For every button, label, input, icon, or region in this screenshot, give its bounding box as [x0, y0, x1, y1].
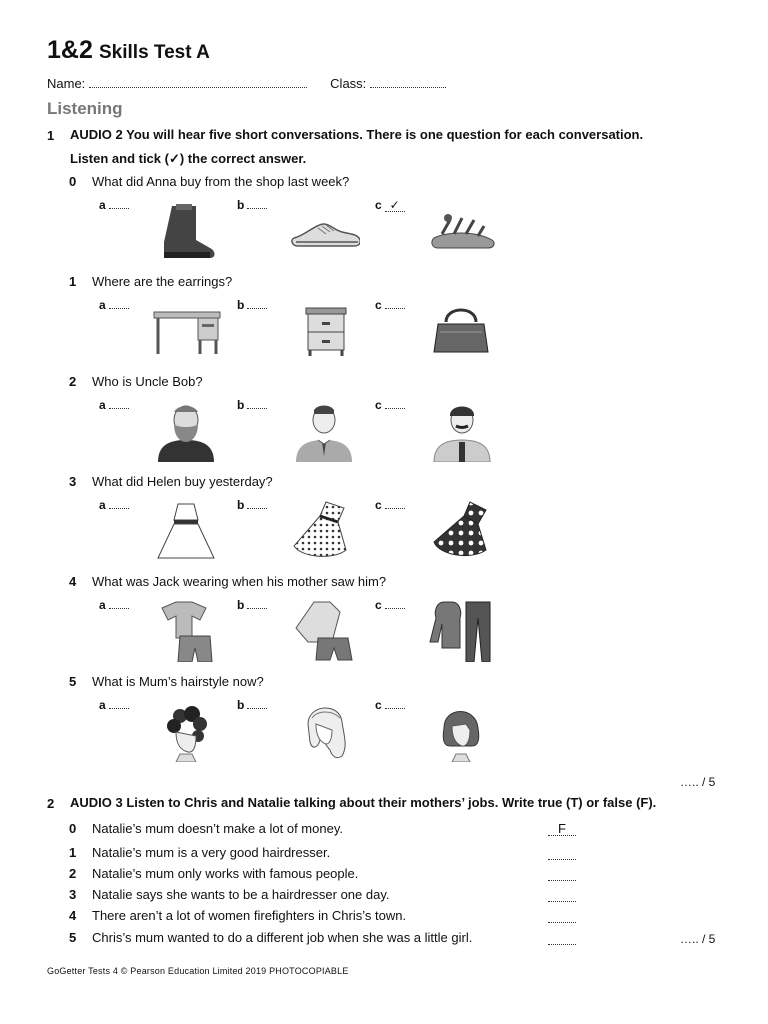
section-heading: Listening	[47, 99, 123, 118]
option-b	[237, 498, 267, 512]
footer-copyright: GoGetter Tests 4 © Pearson Education Limited 2019 PHOTOCOPIABLE	[47, 966, 349, 976]
exercise-2-instructions: AUDIO 3 Listen to Chris and Natalie talking about their mothers’ jobs. Write true (T) or false (F).	[70, 795, 657, 810]
option-letter: c	[375, 598, 382, 612]
answer-blank[interactable]	[385, 398, 405, 409]
sandal-image	[426, 198, 498, 262]
true-false-answer[interactable]	[548, 889, 576, 902]
question-text: What did Anna buy from the shop last week?	[92, 174, 350, 189]
option-letter: a	[99, 198, 106, 212]
option-letter: b	[237, 598, 245, 612]
answer-blank[interactable]	[109, 498, 129, 509]
question-text: Where are the earrings?	[92, 274, 233, 289]
option-letter: c	[375, 298, 382, 312]
page-title	[47, 36, 210, 65]
exercise-1-number: 1	[47, 128, 55, 143]
statement-text: Chris’s mum wanted to do a different job when she was a little girl.	[92, 930, 473, 945]
boot-image	[150, 198, 222, 262]
option-c	[375, 698, 405, 712]
option-letter: a	[99, 698, 106, 712]
answer-blank[interactable]	[247, 398, 267, 409]
man-with-tie-image	[288, 398, 360, 462]
instruction-line-2: Listen and tick (✓) the correct answer.	[70, 151, 307, 166]
question-text: Who is Uncle Bob?	[92, 374, 203, 389]
title-number: 1&2	[47, 36, 93, 64]
title-text: Skills Test A	[99, 42, 210, 63]
option-letter: b	[237, 298, 245, 312]
name-label: Name:	[47, 76, 86, 91]
bearded-man-image	[150, 398, 222, 462]
option-a	[99, 198, 129, 212]
option-letter: c	[375, 398, 382, 412]
option-letter: a	[99, 398, 106, 412]
answer-blank[interactable]	[247, 198, 267, 209]
answer-blank[interactable]	[109, 398, 129, 409]
bob-hair-image	[426, 698, 498, 762]
option-b	[237, 398, 267, 412]
option-a	[99, 298, 129, 312]
true-false-answer[interactable]	[548, 932, 576, 945]
option-letter: c	[375, 498, 382, 512]
desk-image	[150, 298, 222, 362]
question-text: What was Jack wearing when his mother saw him?	[92, 574, 387, 589]
option-c	[375, 198, 405, 212]
option-letter: b	[237, 398, 245, 412]
white-dress-image	[150, 498, 222, 562]
exercise-2-number: 2	[47, 796, 55, 811]
question-number: 0	[69, 174, 77, 189]
option-a	[99, 598, 129, 612]
question-number: 1	[69, 274, 77, 289]
item-number: 2	[69, 866, 77, 881]
option-c	[375, 498, 405, 512]
true-false-answer[interactable]	[548, 868, 576, 881]
option-letter: a	[99, 598, 106, 612]
hoodie-jeans-image	[426, 598, 498, 662]
item-number: 4	[69, 908, 77, 923]
option-c	[375, 598, 405, 612]
exercise-1-instructions	[70, 123, 643, 171]
answer-blank[interactable]	[109, 698, 129, 709]
option-letter: c	[375, 198, 382, 212]
option-letter: b	[237, 198, 245, 212]
answer-blank[interactable]	[247, 598, 267, 609]
option-letter: a	[99, 298, 106, 312]
question-number: 5	[69, 674, 77, 689]
option-c	[375, 398, 405, 412]
statement-text: Natalie says she wants to be a hairdresser one day.	[92, 887, 390, 902]
answer-blank[interactable]: ✓	[385, 201, 405, 212]
statement-text: There aren’t a lot of women firefighters in Chris’s town.	[92, 908, 407, 923]
option-b	[237, 298, 267, 312]
true-false-answer[interactable]: F	[548, 823, 576, 836]
option-letter: a	[99, 498, 106, 512]
curly-hair-image	[150, 698, 222, 762]
statement-text: Natalie’s mum only works with famous people.	[92, 866, 359, 881]
answer-blank[interactable]	[109, 298, 129, 309]
question-number: 3	[69, 474, 77, 489]
answer-blank[interactable]	[247, 498, 267, 509]
dotted-dress-image	[288, 498, 360, 562]
question-number: 2	[69, 374, 77, 389]
answer-blank[interactable]	[247, 298, 267, 309]
class-field[interactable]	[370, 76, 446, 88]
exercise-2-score: ….. / 5	[680, 932, 716, 946]
item-number: 5	[69, 930, 77, 945]
statement-text: Natalie’s mum doesn’t make a lot of money.	[92, 821, 343, 836]
option-a	[99, 698, 129, 712]
answer-blank[interactable]	[247, 698, 267, 709]
option-b	[237, 198, 267, 212]
item-number: 0	[69, 821, 77, 836]
option-c	[375, 298, 405, 312]
answer-blank[interactable]	[385, 498, 405, 509]
question-text: What did Helen buy yesterday?	[92, 474, 273, 489]
dark-dotted-dress-image	[426, 498, 498, 562]
handbag-image	[426, 298, 498, 362]
sneaker-image	[288, 198, 360, 262]
option-b	[237, 598, 267, 612]
option-b	[237, 698, 267, 712]
statement-text: Natalie’s mum is a very good hairdresser.	[92, 845, 331, 860]
exercise-1-score: ….. / 5	[680, 775, 716, 789]
answer-blank[interactable]	[385, 598, 405, 609]
item-number: 3	[69, 887, 77, 902]
option-a	[99, 398, 129, 412]
answer-blank[interactable]	[385, 298, 405, 309]
true-false-answer[interactable]	[548, 910, 576, 923]
tshirt-shorts-image	[150, 598, 222, 662]
option-letter: c	[375, 698, 382, 712]
item-number: 1	[69, 845, 77, 860]
class-label: Class:	[330, 76, 367, 91]
answer-blank[interactable]	[385, 698, 405, 709]
bedside-table-image	[288, 298, 360, 362]
option-letter: b	[237, 698, 245, 712]
long-wavy-hair-image	[288, 698, 360, 762]
answer-blank[interactable]	[109, 598, 129, 609]
option-letter: b	[237, 498, 245, 512]
name-field[interactable]	[89, 76, 307, 88]
question-text: What is Mum’s hairstyle now?	[92, 674, 264, 689]
instruction-line-1: AUDIO 2 You will hear five short conversations. There is one question for each conversation.	[70, 127, 644, 142]
true-false-answer[interactable]	[548, 847, 576, 860]
question-number: 4	[69, 574, 77, 589]
option-a	[99, 498, 129, 512]
man-with-moustache-image	[426, 398, 498, 462]
name-class-row	[47, 76, 446, 91]
answer-blank[interactable]	[109, 198, 129, 209]
shirt-shorts-image	[288, 598, 360, 662]
